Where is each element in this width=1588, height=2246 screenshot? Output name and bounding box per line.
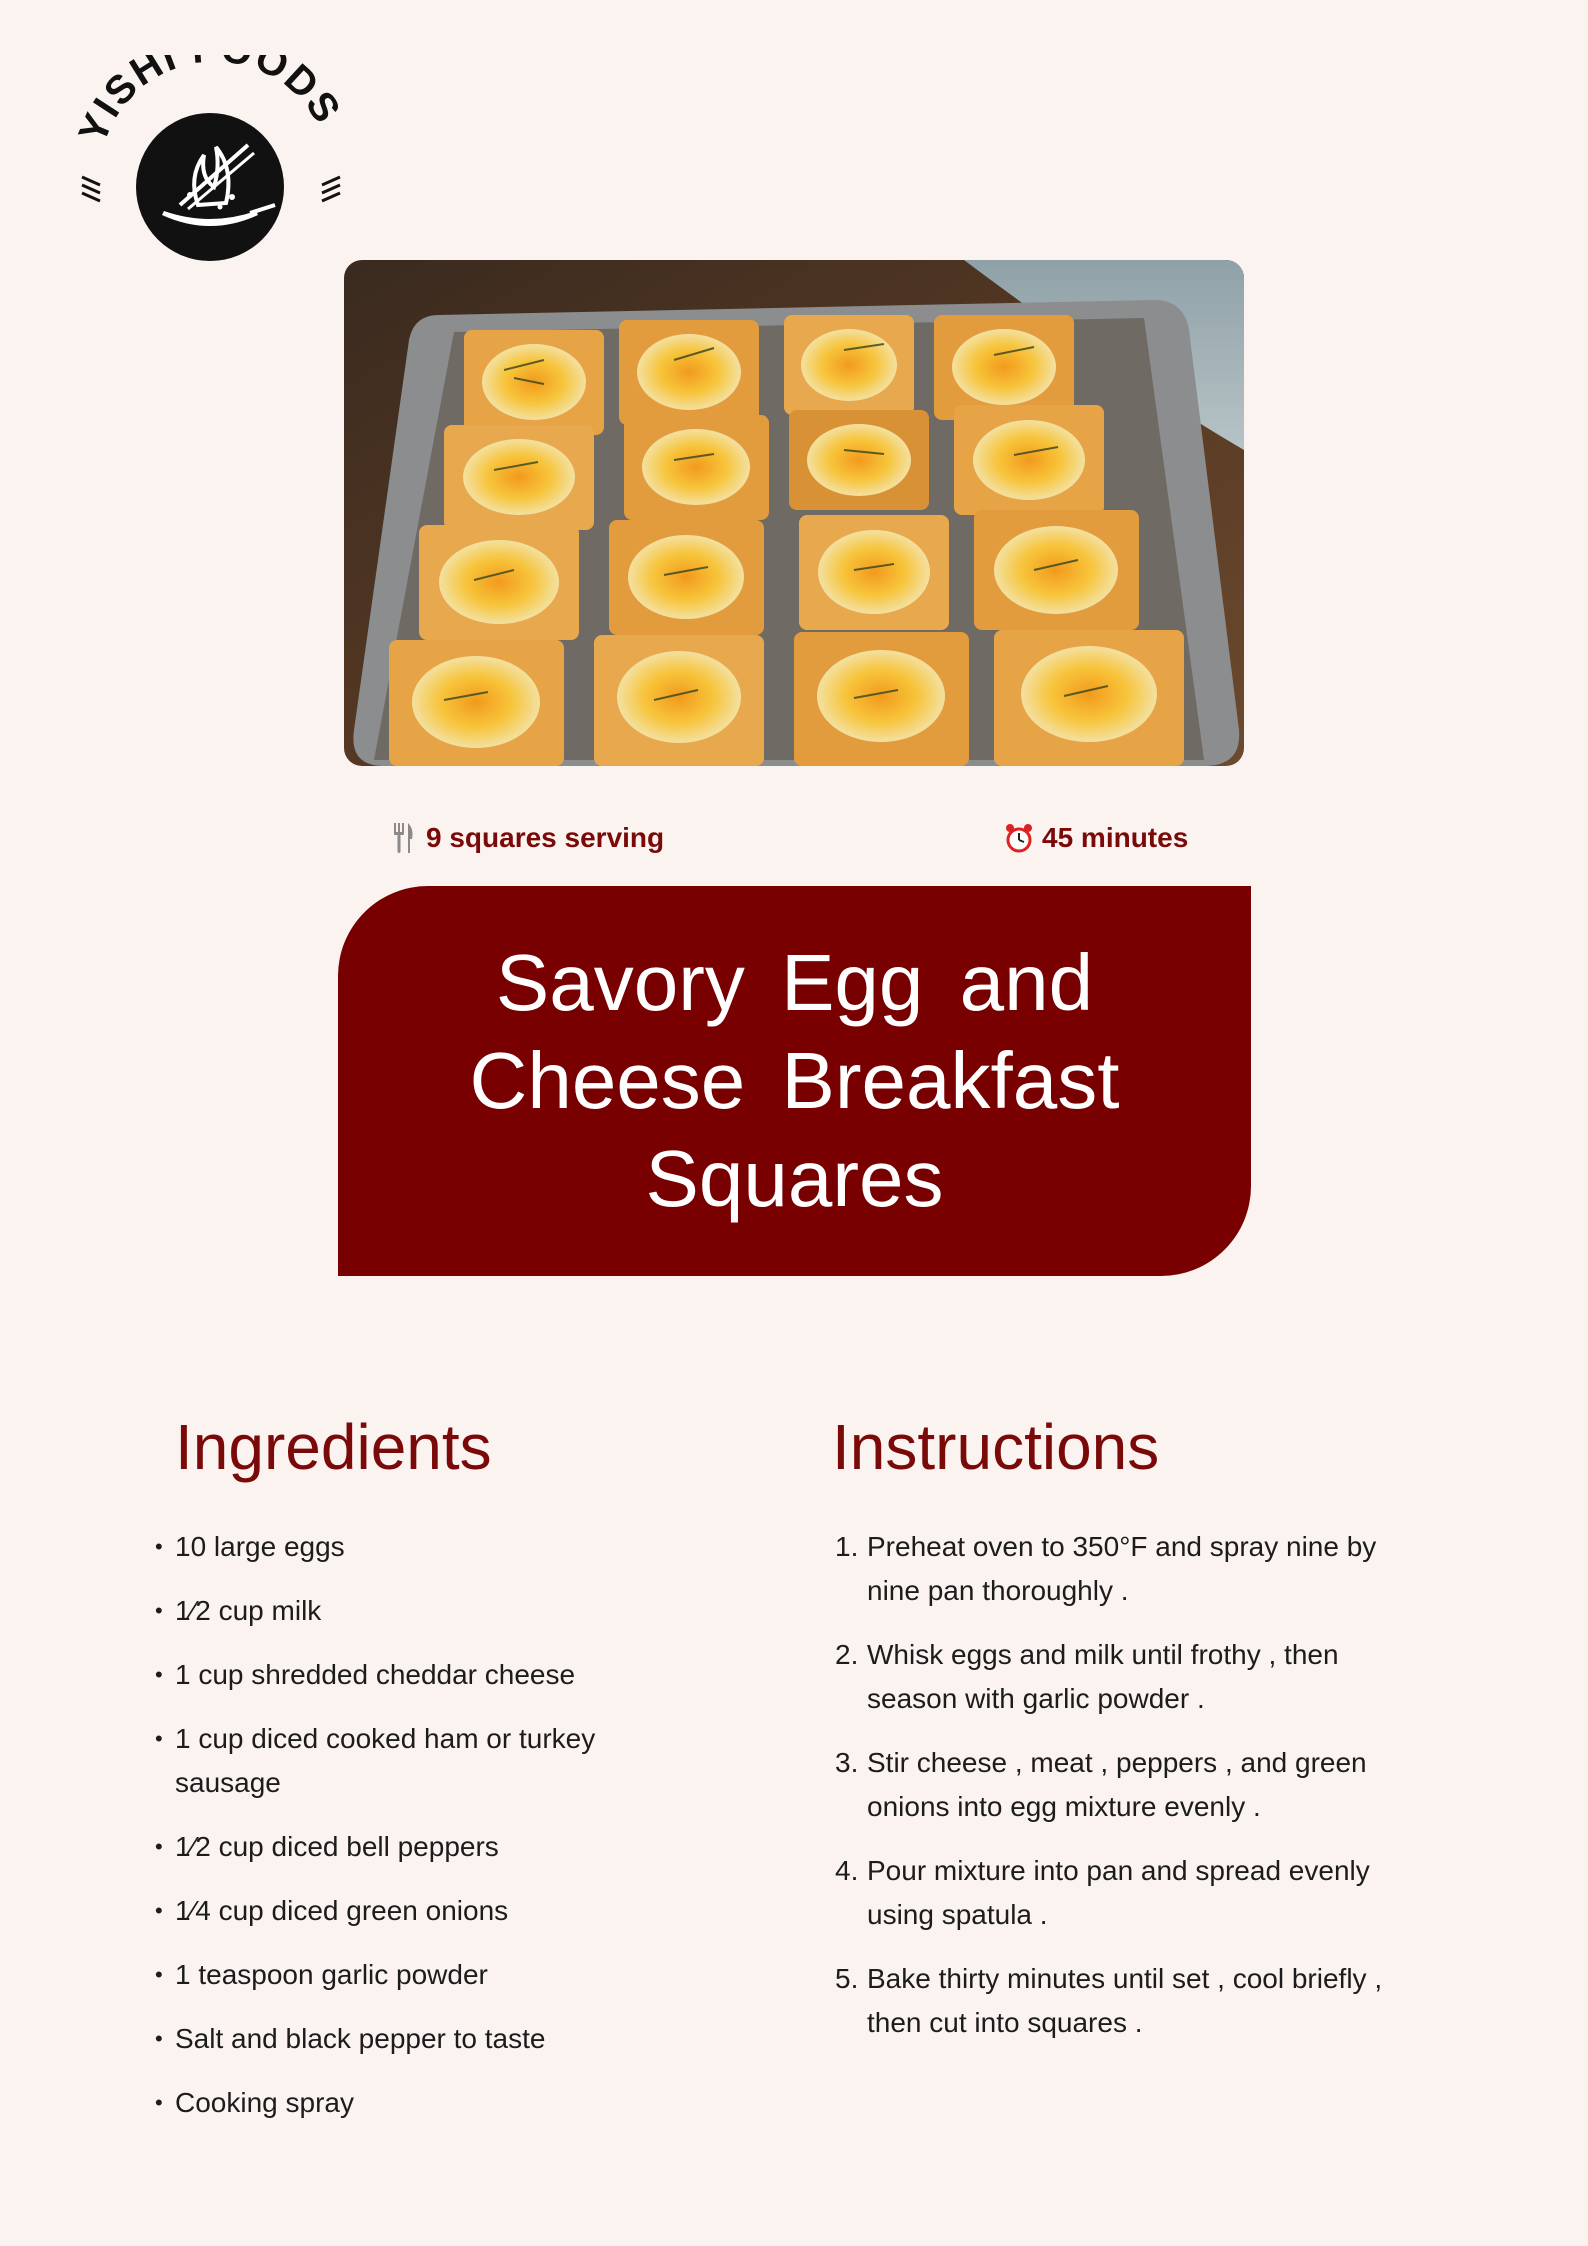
- list-item: • Cooking spray: [155, 2081, 675, 2125]
- step-text: Bake thirty minutes until set , cool briefly , then cut into squares .: [867, 1963, 1383, 2038]
- brand-logo: [70, 55, 350, 270]
- instruction-step: [835, 1741, 1405, 1829]
- step-text: Pour mixture into pan and spread evenly using spatula .: [867, 1855, 1370, 1930]
- brand-name: YISHI ODS: [70, 55, 350, 150]
- instructions-list: [835, 1525, 1405, 2065]
- recipe-title: Savory Egg and Cheese Breakfast Squares: [469, 938, 1120, 1223]
- alarm-clock-icon: [1004, 821, 1034, 855]
- servings-info: [388, 818, 664, 858]
- instruction-step: [835, 1957, 1405, 2045]
- ingredients-heading: Ingredients: [175, 1411, 492, 1483]
- time-text: 45 minutes: [1042, 822, 1189, 853]
- title-banner: [338, 886, 1251, 1276]
- instructions-heading: Instructions: [832, 1411, 1160, 1483]
- servings-text: 9 squares serving: [426, 822, 665, 853]
- list-item: • 1 cup diced cooked ham or turkey sausage: [155, 1717, 675, 1805]
- recipe-photo: [344, 260, 1244, 766]
- step-number: 1.: [835, 1531, 859, 1562]
- chef-wok-icon: [70, 55, 350, 270]
- instruction-step: [835, 1633, 1405, 1721]
- instruction-step: [835, 1849, 1405, 1937]
- list-item: • 1⁄2 cup diced bell peppers: [155, 1825, 675, 1869]
- step-text: Stir cheese , meat , peppers , and green onions into egg mixture evenly .: [867, 1747, 1367, 1822]
- list-item: • 10 large eggs: [155, 1525, 675, 1569]
- step-number: 4.: [835, 1855, 859, 1886]
- list-item: • 1 cup shredded cheddar cheese: [155, 1653, 675, 1697]
- list-item: • Salt and black pepper to taste: [155, 2017, 675, 2061]
- step-text: Whisk eggs and milk until frothy , then season with garlic powder .: [867, 1639, 1339, 1714]
- list-item: • 1⁄2 cup milk: [155, 1589, 675, 1633]
- step-number: 2.: [835, 1639, 859, 1670]
- step-text: Preheat oven to 350°F and spray nine by nine pan thoroughly .: [867, 1531, 1377, 1606]
- list-item: • 1⁄4 cup diced green onions: [155, 1889, 675, 1933]
- breakfast-squares-photo: [344, 260, 1244, 766]
- step-number: 3.: [835, 1747, 859, 1778]
- list-item: • 1 teaspoon garlic powder: [155, 1953, 675, 1997]
- time-info: [1004, 818, 1188, 858]
- fork-knife-icon: [388, 821, 418, 855]
- instruction-step: [835, 1525, 1405, 1613]
- ingredients-list: [155, 1525, 675, 2145]
- step-number: 5.: [835, 1963, 859, 1994]
